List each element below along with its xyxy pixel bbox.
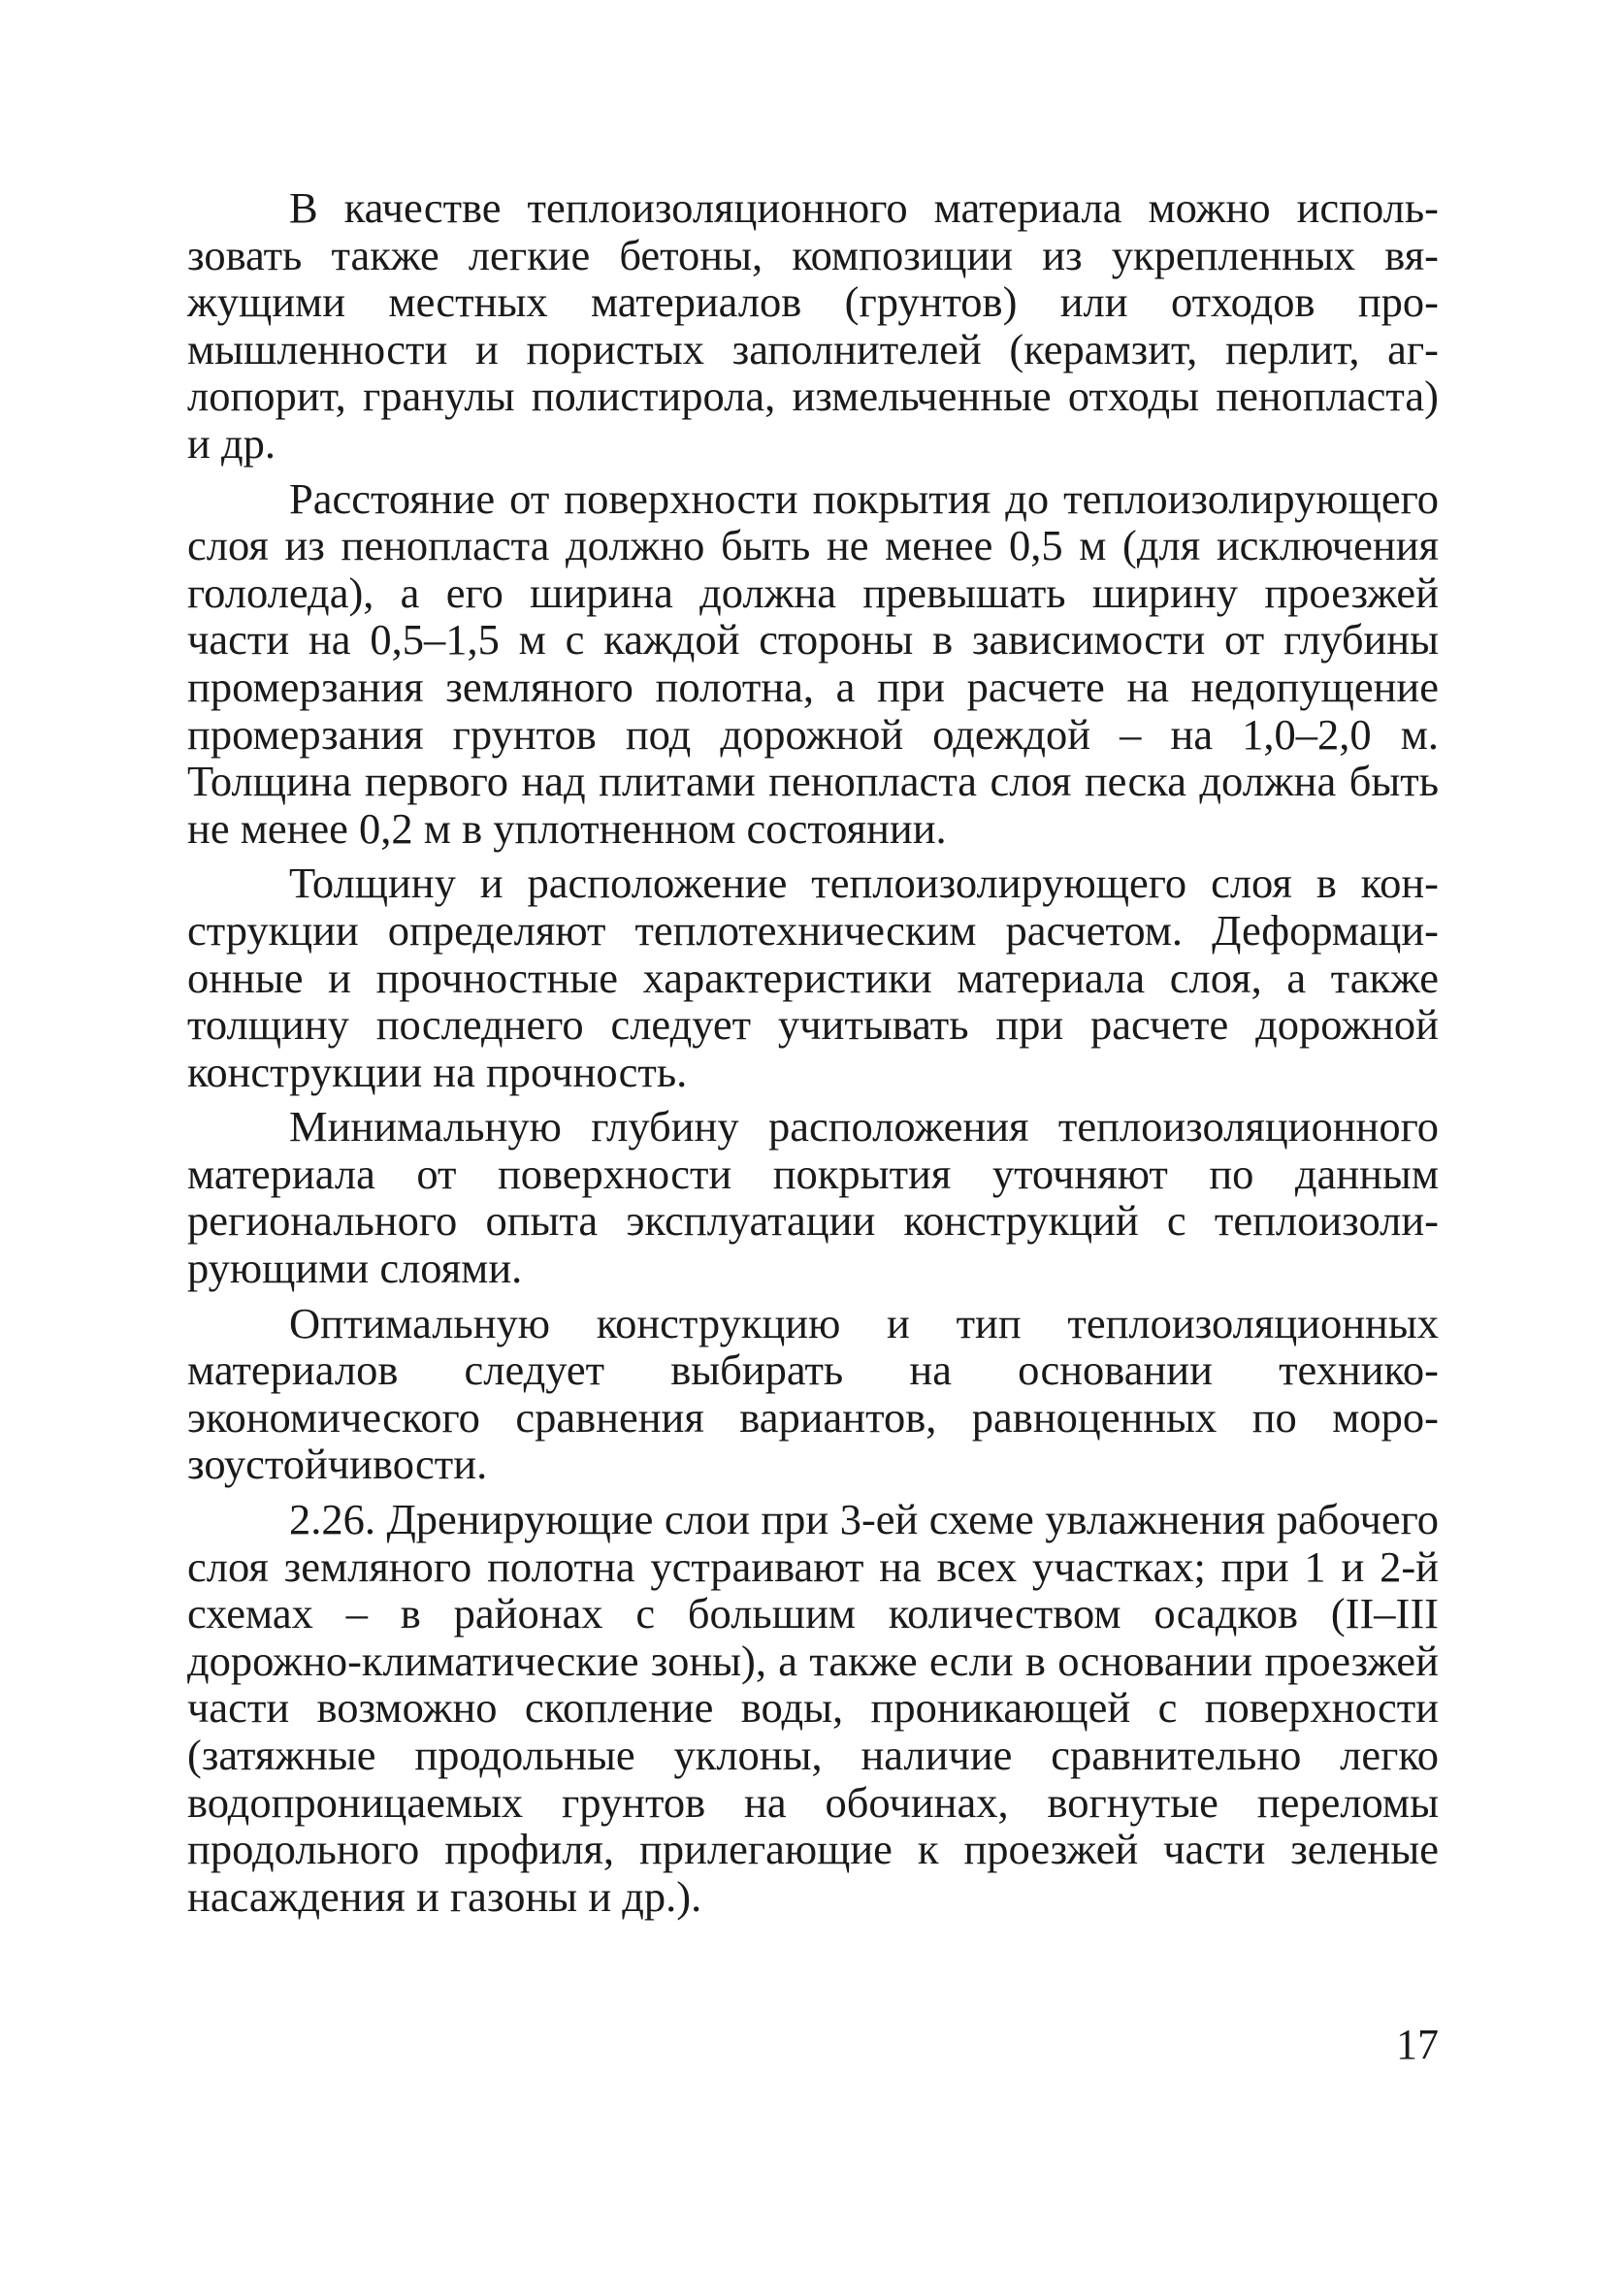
page-body [187, 184, 1439, 1920]
paragraph-foam-layer-distance: Расстояние от поверхности покрытия до теплоизолирующего слоя из пенопласта должно быть не менее 0,5 м (для исключения гололеда), а его ширина должна превышать ширину проезжей части на 0,5–1,5 м с каждой стороны в зависимости от глубины промерзания земляного полотна, а при расчете на недопущение промерзания грунтов под дорожной одеждой – на 1,0–2,0 м. Толщина первого над плитами пенопласта слоя песка должна быть не менее 0,2 м в уплотненном состоянии. [187, 473, 1439, 853]
page-number: 17 [1396, 2021, 1439, 2068]
paragraph-layer-thickness: Толщину и расположение теплоизолирующего слоя в конструкции определяют теплотехническим расчетом. Деформационные и прочностные характеристики материала слоя, а также толщину последнего следует учитывать при расчете дорожной конструкции на прочность. [187, 859, 1439, 1096]
paragraph-insulation-materials: В качестве теплоизоляционного материала можно использовать также легкие бетоны, композиции из укрепленных вяжущими местных материалов (грунтов) или отходов промышленности и пористых заполнителей (керамзит, перлит, аглопорит, гранулы полистирола, измельченные отходы пенопласта) и др. [187, 183, 1439, 468]
paragraph-minimal-depth: Минимальную глубину расположения теплоизоляционного материала от поверхности покрытия уточняют по данным регионального опыта эксплуатации конструкций с теплоизолирующими слоями. [187, 1102, 1439, 1293]
paragraph-drainage-layers: 2.26. Дренирующие слои при 3-ей схеме увлажнения рабочего слоя земляного полотна устраивают на всех участках; при 1 и 2-й схемах – в районах с большим количеством осадков (II–III дорожно-климатические зоны), а также если в основании проезжей части возможно скопление воды, проникающей с поверхности (затяжные продольные уклоны, наличие сравнительно легко водопроницаемых грунтов на обочинах, вогнутые переломы продольного профиля, прилегающие к проезжей части зеленые насаждения и газоны и др.). [187, 1495, 1439, 1921]
paragraph-optimal-design: Оптимальную конструкцию и тип теплоизоляционных материалов следует выбирать на основании технико-экономического сравнения вариантов, равноценных по морозоустойчивости. [187, 1298, 1439, 1489]
